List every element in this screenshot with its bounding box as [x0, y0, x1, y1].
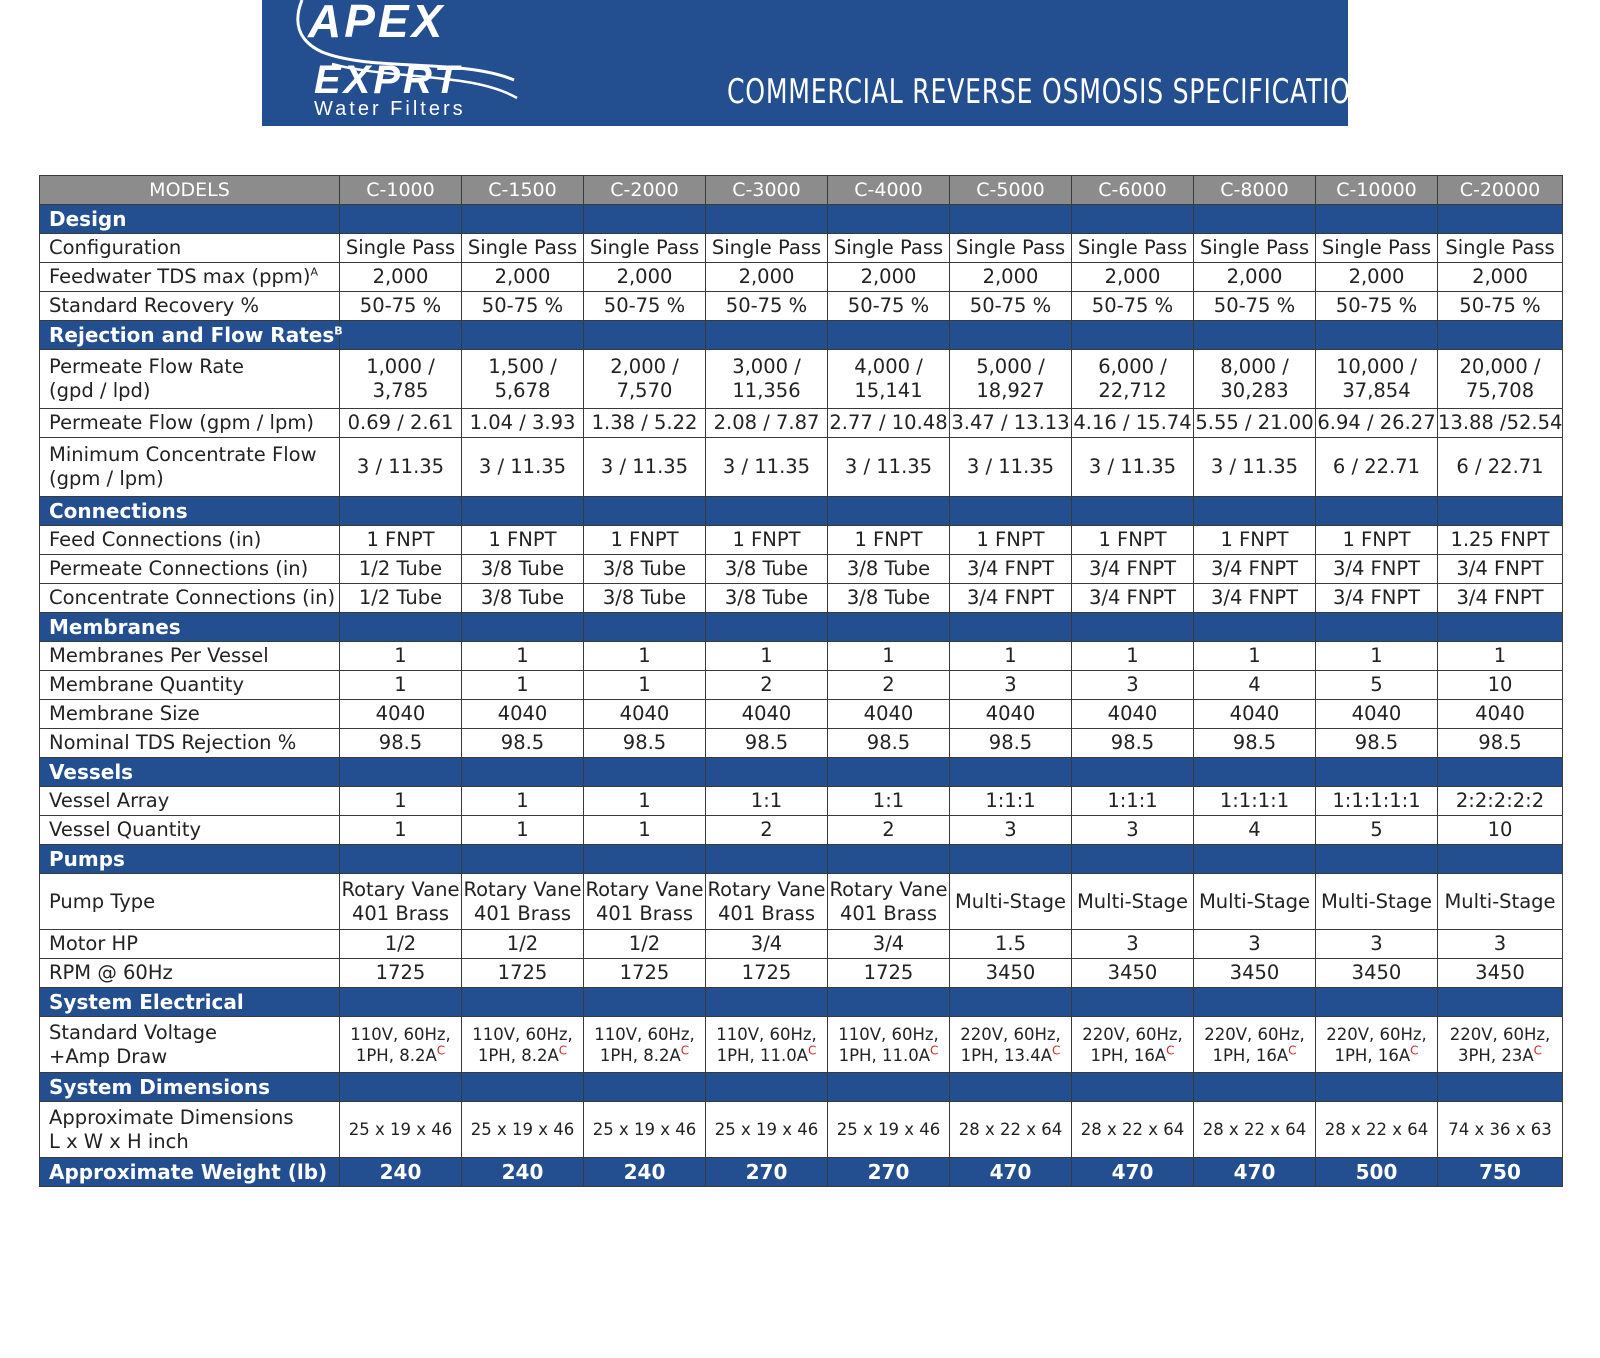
cell-value: 3/8 Tube: [828, 584, 950, 613]
cell-value: 1725: [706, 959, 828, 988]
cell-value: 50-75 %: [950, 292, 1072, 321]
cell-value: 1: [584, 671, 706, 700]
cell-value: 3 / 11.35: [462, 438, 584, 497]
cell-value: 1:1:1:1: [1194, 787, 1316, 816]
cell-value: 5.55 / 21.00: [1194, 409, 1316, 438]
model-header: C-2000: [584, 176, 706, 205]
cell-value: 3 / 11.35: [584, 438, 706, 497]
cell-value: 4040: [584, 700, 706, 729]
cell-value: 3450: [1072, 959, 1194, 988]
cell-value: 470: [1072, 1158, 1194, 1187]
footnote-marker: C: [807, 1043, 817, 1057]
cell-value: Rotary Vane 401 Brass: [584, 874, 706, 930]
cell-value: 110V, 60Hz, 1PH, $8.2A^C$: [462, 1017, 584, 1073]
cell-value: 3450: [1316, 959, 1438, 988]
cell-value: 20,000 / 75,708: [1438, 350, 1563, 409]
model-header: C-10000: [1316, 176, 1438, 205]
row-label: Approximate Weight (lb): [40, 1158, 340, 1187]
row-voltage: [40, 1017, 1563, 1073]
footnote-marker: B: [334, 324, 343, 338]
cell-value: 50-75 %: [340, 292, 462, 321]
cell-value: 3 / 11.35: [950, 438, 1072, 497]
cell-value: 1:1: [706, 787, 828, 816]
section-vessels: [40, 758, 1563, 787]
row-permeate-flow-rate: [40, 350, 1563, 409]
cell-value: 4040: [462, 700, 584, 729]
cell-value: 110V, 60Hz, 1PH, $8.2A^C$: [340, 1017, 462, 1073]
cell-value: Rotary Vane 401 Brass: [706, 874, 828, 930]
row-permeate-flow: [40, 409, 1563, 438]
cell-value: Multi-Stage: [1438, 874, 1563, 930]
cell-value: Rotary Vane 401 Brass: [828, 874, 950, 930]
cell-value: Multi-Stage: [1072, 874, 1194, 930]
cell-value: Multi-Stage: [950, 874, 1072, 930]
logo-subtitle: Water Filters: [314, 98, 466, 120]
cell-value: 4040: [828, 700, 950, 729]
cell-value: 220V, 60Hz, 1PH, $13.4A^C$: [950, 1017, 1072, 1073]
cell-value: 6 / 22.71: [1316, 438, 1438, 497]
cell-value: 2,000 / 7,570: [584, 350, 706, 409]
row-dimensions: [40, 1102, 1563, 1158]
section-rejection: [40, 321, 1563, 350]
cell-value: 3/4 FNPT: [950, 584, 1072, 613]
row-vessel-array: [40, 787, 1563, 816]
cell-value: 3: [1316, 930, 1438, 959]
cell-value: 1: [462, 816, 584, 845]
cell-value: Single Pass: [1072, 234, 1194, 263]
cell-value: 74 x 36 x 63: [1438, 1102, 1563, 1158]
page-title: COMMERCIAL REVERSE OSMOSIS SPECIFICATIONS: [727, 72, 1388, 112]
cell-value: Multi-Stage: [1316, 874, 1438, 930]
section-label: System Electrical: [40, 988, 340, 1017]
cell-value: Single Pass: [1438, 234, 1563, 263]
row-pump-type: [40, 874, 1563, 930]
cell-value: 1:1:1: [1072, 787, 1194, 816]
models-label: MODELS: [40, 176, 340, 205]
cell-value: 4040: [1194, 700, 1316, 729]
cell-value: 2,000: [828, 263, 950, 292]
cell-value: 4,000 / 15,141: [828, 350, 950, 409]
footnote-marker: C: [680, 1043, 690, 1057]
cell-value: 1 FNPT: [1316, 526, 1438, 555]
row-label: Minimum Concentrate Flow (gpm / lpm): [40, 438, 340, 497]
cell-value: 5: [1316, 671, 1438, 700]
section-connections: [40, 497, 1563, 526]
cell-value: 25 x 19 x 46: [828, 1102, 950, 1158]
cell-value: 28 x 22 x 64: [1194, 1102, 1316, 1158]
cell-value: 28 x 22 x 64: [1316, 1102, 1438, 1158]
logo-line2: EXPRT: [314, 58, 462, 102]
row-label: Feed Connections (in): [40, 526, 340, 555]
cell-value: 2: [828, 671, 950, 700]
row-label: Vessel Array: [40, 787, 340, 816]
cell-value: 50-75 %: [584, 292, 706, 321]
row-membranes-per-vessel: [40, 642, 1563, 671]
cell-value: Single Pass: [706, 234, 828, 263]
cell-value: Single Pass: [340, 234, 462, 263]
row-feed-connections: [40, 526, 1563, 555]
cell-value: 3: [1194, 930, 1316, 959]
cell-value: 3.47 / 13.13: [950, 409, 1072, 438]
cell-value: 2,000: [706, 263, 828, 292]
cell-value: 3/8 Tube: [462, 584, 584, 613]
row-label: RPM @ 60Hz: [40, 959, 340, 988]
model-header: C-20000: [1438, 176, 1563, 205]
model-header: C-3000: [706, 176, 828, 205]
cell-value: 1 FNPT: [950, 526, 1072, 555]
model-header: C-8000: [1194, 176, 1316, 205]
row-label: Standard Voltage +Amp Draw: [40, 1017, 340, 1073]
cell-value: 3/8 Tube: [584, 584, 706, 613]
row-membrane-size: [40, 700, 1563, 729]
cell-value: 2.77 / 10.48: [828, 409, 950, 438]
cell-value: 270: [828, 1158, 950, 1187]
cell-value: 4040: [950, 700, 1072, 729]
row-label: Permeate Flow Rate (gpd / lpd): [40, 350, 340, 409]
footnote-marker: C: [558, 1043, 568, 1057]
cell-value: Single Pass: [1316, 234, 1438, 263]
cell-value: 4040: [1438, 700, 1563, 729]
cell-value: 2,000: [1194, 263, 1316, 292]
cell-value: 3/4 FNPT: [1194, 555, 1316, 584]
cell-value: 4: [1194, 671, 1316, 700]
cell-value: 8,000 / 30,283: [1194, 350, 1316, 409]
section-label: Vessels: [40, 758, 340, 787]
row-vessel-quantity: [40, 816, 1563, 845]
cell-value: 3/4 FNPT: [1438, 584, 1563, 613]
cell-value: 3/8 Tube: [584, 555, 706, 584]
cell-value: 5: [1316, 816, 1438, 845]
cell-value: 50-75 %: [706, 292, 828, 321]
section-electrical: [40, 988, 1563, 1017]
cell-value: 1.5: [950, 930, 1072, 959]
cell-value: 1: [1316, 642, 1438, 671]
cell-value: 2,000: [950, 263, 1072, 292]
cell-value: 1/2: [584, 930, 706, 959]
cell-value: 750: [1438, 1158, 1563, 1187]
cell-value: 4: [1194, 816, 1316, 845]
cell-value: 25 x 19 x 46: [584, 1102, 706, 1158]
cell-value: 1 FNPT: [706, 526, 828, 555]
cell-value: 3: [1072, 930, 1194, 959]
cell-value: 2,000: [462, 263, 584, 292]
cell-value: 4040: [340, 700, 462, 729]
row-label: Membrane Quantity: [40, 671, 340, 700]
row-label: Vessel Quantity: [40, 816, 340, 845]
cell-value: 1: [1072, 642, 1194, 671]
cell-value: 1725: [340, 959, 462, 988]
cell-value: 50-75 %: [1194, 292, 1316, 321]
section-label: Connections: [40, 497, 340, 526]
cell-value: 3/4: [706, 930, 828, 959]
cell-value: 1: [828, 642, 950, 671]
cell-value: 1 FNPT: [828, 526, 950, 555]
section-dimensions: [40, 1073, 1563, 1102]
row-label: Membrane Size: [40, 700, 340, 729]
cell-value: Single Pass: [584, 234, 706, 263]
cell-value: 1725: [828, 959, 950, 988]
section-label: Rejection and Flow Rates$^B$: [40, 321, 340, 350]
footnote-marker: C: [1288, 1043, 1297, 1057]
cell-value: 3: [1072, 671, 1194, 700]
row-label: Concentrate Connections (in): [40, 584, 340, 613]
cell-value: 28 x 22 x 64: [1072, 1102, 1194, 1158]
section-membranes: [40, 613, 1563, 642]
cell-value: 3/4 FNPT: [1316, 584, 1438, 613]
cell-value: 220V, 60Hz, 1PH, $16A^C$: [1194, 1017, 1316, 1073]
section-label: System Dimensions: [40, 1073, 340, 1102]
cell-value: Rotary Vane 401 Brass: [340, 874, 462, 930]
cell-value: 13.88 /52.54: [1438, 409, 1563, 438]
row-label: Pump Type: [40, 874, 340, 930]
row-label: Membranes Per Vessel: [40, 642, 340, 671]
cell-value: 1725: [584, 959, 706, 988]
logo-line1: APEX: [308, 0, 446, 47]
row-motor-hp: [40, 930, 1563, 959]
cell-value: 2.08 / 7.87: [706, 409, 828, 438]
cell-value: Rotary Vane 401 Brass: [462, 874, 584, 930]
cell-value: 270: [706, 1158, 828, 1187]
cell-value: 2,000: [1316, 263, 1438, 292]
cell-value: 98.5: [1194, 729, 1316, 758]
cell-value: 470: [1194, 1158, 1316, 1187]
cell-value: 4040: [1316, 700, 1438, 729]
cell-value: 3 / 11.35: [828, 438, 950, 497]
cell-value: 98.5: [1072, 729, 1194, 758]
cell-value: 3450: [1194, 959, 1316, 988]
cell-value: 3: [950, 671, 1072, 700]
cell-value: 1 FNPT: [340, 526, 462, 555]
cell-value: 240: [584, 1158, 706, 1187]
row-label: Standard Recovery %: [40, 292, 340, 321]
footnote-marker: C: [1051, 1043, 1061, 1057]
cell-value: 2,000: [340, 263, 462, 292]
cell-value: 2: [828, 816, 950, 845]
footnote-marker: A: [310, 265, 318, 279]
cell-value: 1: [340, 787, 462, 816]
cell-value: 98.5: [950, 729, 1072, 758]
cell-value: 10,000 / 37,854: [1316, 350, 1438, 409]
cell-value: 6.94 / 26.27: [1316, 409, 1438, 438]
row-concentrate-flow: [40, 438, 1563, 497]
cell-value: 1 FNPT: [1194, 526, 1316, 555]
cell-value: 1:1:1: [950, 787, 1072, 816]
cell-value: 1: [340, 671, 462, 700]
cell-value: 110V, 60Hz, 1PH, $11.0A^C$: [828, 1017, 950, 1073]
cell-value: 1.38 / 5.22: [584, 409, 706, 438]
cell-value: 1 FNPT: [462, 526, 584, 555]
cell-value: 1: [950, 642, 1072, 671]
cell-value: 1: [462, 671, 584, 700]
cell-value: 470: [950, 1158, 1072, 1187]
models-header-row: [40, 176, 1563, 205]
cell-value: 3450: [1438, 959, 1563, 988]
cell-value: 28 x 22 x 64: [950, 1102, 1072, 1158]
cell-value: 3 / 11.35: [1194, 438, 1316, 497]
section-design: [40, 205, 1563, 234]
row-recovery: [40, 292, 1563, 321]
cell-value: 1,500 / 5,678: [462, 350, 584, 409]
cell-value: Single Pass: [462, 234, 584, 263]
cell-value: 1: [1438, 642, 1563, 671]
cell-value: 1.25 FNPT: [1438, 526, 1563, 555]
cell-value: 1: [584, 787, 706, 816]
cell-value: 6 / 22.71: [1438, 438, 1563, 497]
cell-value: 2,000: [584, 263, 706, 292]
cell-value: 98.5: [828, 729, 950, 758]
cell-value: 3 / 11.35: [1072, 438, 1194, 497]
cell-value: 1: [1194, 642, 1316, 671]
cell-value: 25 x 19 x 46: [462, 1102, 584, 1158]
cell-value: 3/8 Tube: [828, 555, 950, 584]
cell-value: 98.5: [706, 729, 828, 758]
cell-value: 25 x 19 x 46: [340, 1102, 462, 1158]
cell-value: 3/4 FNPT: [1194, 584, 1316, 613]
header-banner: [262, 0, 1388, 126]
cell-value: 2:2:2:2:2: [1438, 787, 1563, 816]
footnote-marker: C: [436, 1043, 446, 1057]
cell-value: 220V, 60Hz, 1PH, $16A^C$: [1316, 1017, 1438, 1073]
model-header: C-1000: [340, 176, 462, 205]
cell-value: 1,000 / 3,785: [340, 350, 462, 409]
row-label: Nominal TDS Rejection %: [40, 729, 340, 758]
section-pumps: [40, 845, 1563, 874]
row-tds-rejection: [40, 729, 1563, 758]
row-rpm: [40, 959, 1563, 988]
model-header: C-1500: [462, 176, 584, 205]
footnote-marker: C: [929, 1043, 939, 1057]
row-permeate-connections: [40, 555, 1563, 584]
cell-value: 10: [1438, 816, 1563, 845]
footnote-marker: C: [1410, 1043, 1419, 1057]
cell-value: Single Pass: [828, 234, 950, 263]
cell-value: 110V, 60Hz, 1PH, $8.2A^C$: [584, 1017, 706, 1073]
cell-value: 3/4 FNPT: [1072, 584, 1194, 613]
cell-value: 220V, 60Hz, 3PH, $23A^C$: [1438, 1017, 1563, 1073]
row-label: Permeate Flow (gpm / lpm): [40, 409, 340, 438]
cell-value: 1: [706, 642, 828, 671]
cell-value: 3: [950, 816, 1072, 845]
cell-value: 50-75 %: [1438, 292, 1563, 321]
cell-value: 3 / 11.35: [706, 438, 828, 497]
cell-value: 1:1:1:1:1: [1316, 787, 1438, 816]
cell-value: 10: [1438, 671, 1563, 700]
cell-value: 1 FNPT: [1072, 526, 1194, 555]
cell-value: 4040: [706, 700, 828, 729]
cell-value: 3/4 FNPT: [1316, 555, 1438, 584]
row-feedwater-tds: [40, 263, 1563, 292]
row-label: Approximate Dimensions L x W x H inch: [40, 1102, 340, 1158]
cell-value: 98.5: [462, 729, 584, 758]
cell-value: 3/4 FNPT: [950, 555, 1072, 584]
cell-value: 3/4 FNPT: [1072, 555, 1194, 584]
row-label: Permeate Connections (in): [40, 555, 340, 584]
section-label: Membranes: [40, 613, 340, 642]
cell-value: 50-75 %: [828, 292, 950, 321]
cell-value: 3/4 FNPT: [1438, 555, 1563, 584]
apex-exprt-logo: [292, 0, 517, 126]
cell-value: Multi-Stage: [1194, 874, 1316, 930]
row-label: Configuration: [40, 234, 340, 263]
cell-value: 1.04 / 3.93: [462, 409, 584, 438]
model-header: C-4000: [828, 176, 950, 205]
cell-value: 1: [462, 642, 584, 671]
cell-value: 98.5: [1438, 729, 1563, 758]
section-label: Pumps: [40, 845, 340, 874]
cell-value: 1: [462, 787, 584, 816]
model-header: C-6000: [1072, 176, 1194, 205]
cell-value: 1: [340, 642, 462, 671]
cell-value: 500: [1316, 1158, 1438, 1187]
cell-value: 240: [340, 1158, 462, 1187]
cell-value: 1725: [462, 959, 584, 988]
cell-value: 50-75 %: [462, 292, 584, 321]
cell-value: 240: [462, 1158, 584, 1187]
cell-value: Single Pass: [1194, 234, 1316, 263]
cell-value: 3/8 Tube: [706, 584, 828, 613]
cell-value: 110V, 60Hz, 1PH, $11.0A^C$: [706, 1017, 828, 1073]
footnote-marker: C: [1533, 1043, 1543, 1057]
cell-value: 1/2 Tube: [340, 555, 462, 584]
model-header: C-5000: [950, 176, 1072, 205]
cell-value: 50-75 %: [1072, 292, 1194, 321]
cell-value: 6,000 / 22,712: [1072, 350, 1194, 409]
cell-value: 1: [340, 816, 462, 845]
row-label: Motor HP: [40, 930, 340, 959]
cell-value: 1/2: [340, 930, 462, 959]
cell-value: 2,000: [1438, 263, 1563, 292]
cell-value: 1/2: [462, 930, 584, 959]
cell-value: 3: [1438, 930, 1563, 959]
cell-value: 3450: [950, 959, 1072, 988]
cell-value: 98.5: [340, 729, 462, 758]
cell-value: 25 x 19 x 46: [706, 1102, 828, 1158]
cell-value: 3,000 / 11,356: [706, 350, 828, 409]
footnote-marker: C: [1166, 1043, 1175, 1057]
cell-value: 4040: [1072, 700, 1194, 729]
section-label: Design: [40, 205, 340, 234]
cell-value: 3/8 Tube: [462, 555, 584, 584]
cell-value: 1:1: [828, 787, 950, 816]
cell-value: 2,000: [1072, 263, 1194, 292]
cell-value: 2: [706, 816, 828, 845]
cell-value: 3/4: [828, 930, 950, 959]
cell-value: 3: [1072, 816, 1194, 845]
cell-value: 1 FNPT: [584, 526, 706, 555]
cell-value: 1: [584, 816, 706, 845]
cell-value: 98.5: [584, 729, 706, 758]
cell-value: 1: [584, 642, 706, 671]
cell-value: 1/2 Tube: [340, 584, 462, 613]
row-concentrate-connections: [40, 584, 1563, 613]
row-weight: [40, 1158, 1563, 1187]
row-configuration: [40, 234, 1563, 263]
cell-value: 3/8 Tube: [706, 555, 828, 584]
cell-value: 0.69 / 2.61: [340, 409, 462, 438]
cell-value: 2: [706, 671, 828, 700]
specifications-table: [39, 175, 1563, 1187]
cell-value: 220V, 60Hz, 1PH, $16A^C$: [1072, 1017, 1194, 1073]
cell-value: 4.16 / 15.74: [1072, 409, 1194, 438]
cell-value: 50-75 %: [1316, 292, 1438, 321]
cell-value: 5,000 / 18,927: [950, 350, 1072, 409]
cell-value: Single Pass: [950, 234, 1072, 263]
row-membrane-quantity: [40, 671, 1563, 700]
row-label: Feedwater TDS max (ppm)$^A$: [40, 263, 340, 292]
cell-value: 98.5: [1316, 729, 1438, 758]
cell-value: 3 / 11.35: [340, 438, 462, 497]
